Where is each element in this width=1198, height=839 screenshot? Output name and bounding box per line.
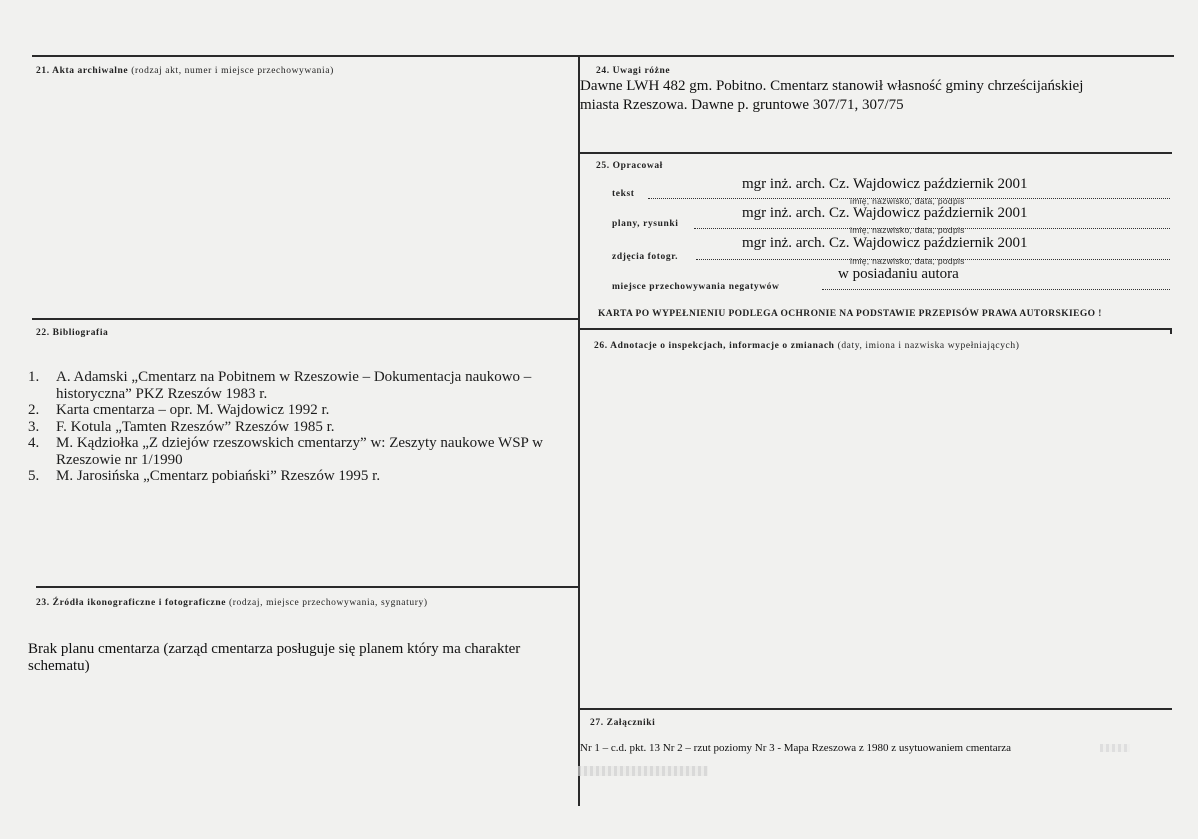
section-23-title: 23. Źródła ikonograficzne i fotograficzne <box>36 598 227 608</box>
bibliography-item: 3. F. Kotula „Tamten Rzeszów” Rzeszów 1985 r. <box>28 418 335 435</box>
bibliography-item: 4. M. Kądziołka „Z dziejów rzeszowskich cmentarzy” w: Zeszyty naukowe WSP w Rzeszowie nr 1/1990 <box>28 435 543 468</box>
attachments-text: Nr 1 – c.d. pkt. 13 Nr 2 – rzut poziomy Nr 3 - Mapa Rzeszowa z 1980 z usytuowaniem cmentarza <box>580 742 1012 754</box>
divider-26-27 <box>579 708 1172 710</box>
section-23-note: (rodzaj, miejsce przechowywania, sygnatury) <box>229 598 428 608</box>
scan-smudge <box>1100 744 1130 752</box>
negatives-label: miejsce przechowywania negatywów <box>612 282 780 292</box>
section-24-label: 24. Uwagi różne <box>596 66 671 76</box>
negatives-value: w posiadaniu autora <box>838 266 959 282</box>
author-photos-label: zdjęcia fotogr. <box>612 252 679 262</box>
copyright-notice: KARTA PO WYPEŁNIENIU PODLEGA OCHRONIE NA PODSTAWIE PRZEPISÓW PRAWA AUTORSKIEGO ! <box>598 309 1102 319</box>
section-24-line-2: miasta Rzeszowa. Dawne p. gruntowe 307/71, 307/75 <box>580 97 904 113</box>
author-photos-hint: imię, nazwisko, data, podpis <box>850 256 965 266</box>
divider-22-23 <box>36 586 579 588</box>
bibliography-list <box>28 369 588 485</box>
section-22-label: 22. Bibliografia <box>36 328 109 338</box>
tick-26 <box>1170 328 1172 334</box>
top-rule <box>32 55 1174 57</box>
divider-21-22 <box>32 318 579 320</box>
author-plans-hint: imię, nazwisko, data, podpis <box>850 225 965 235</box>
divider-24-25 <box>579 152 1172 154</box>
author-photos-value: mgr inż. arch. Cz. Wajdowicz październik 2001 <box>742 235 1028 251</box>
section-25-label: 25. Opracował <box>596 161 663 171</box>
section-26-title: 26. Adnotacje o inspekcjach, informacje o zmianach <box>594 341 835 351</box>
bibliography-item: 2. Karta cmentarza – opr. M. Wajdowicz 1992 r. <box>28 402 330 418</box>
bibliography-item: 1. A. Adamski „Cmentarz na Pobitnem w Rzeszowie – Dokumentacja naukowo – historyczna” PKZ Rzeszów 1983 r. <box>28 369 532 402</box>
author-plans-value: mgr inż. arch. Cz. Wajdowicz październik 2001 <box>742 205 1028 221</box>
author-text-value: mgr inż. arch. Cz. Wajdowicz październik 2001 <box>742 176 1028 192</box>
scan-smudge <box>578 766 708 776</box>
author-text-label: tekst <box>612 189 635 199</box>
section-21-title: 21. Akta archiwalne <box>36 66 129 76</box>
section-24-line-1: Dawne LWH 482 gm. Pobitno. Cmentarz stanowił własność gminy chrześcijańskiej <box>580 78 1084 94</box>
section-23-text: Brak planu cmentarza (zarząd cmentarza posługuje się planem który ma charakter schematu) <box>28 641 521 674</box>
author-plans-label: plany, rysunki <box>612 219 679 229</box>
section-26-label <box>594 341 1020 351</box>
negatives-line <box>822 289 1170 290</box>
divider-25-26 <box>579 328 1172 330</box>
section-26-note: (daty, imiona i nazwiska wypełniających) <box>837 341 1020 351</box>
section-21-label <box>36 66 334 76</box>
author-text-hint: imię, nazwisko, data, podpis <box>850 196 965 206</box>
section-23-label <box>36 598 428 608</box>
section-27-label: 27. Załączniki <box>590 718 656 728</box>
section-21-note: (rodzaj akt, numer i miejsce przechowywania) <box>131 66 334 76</box>
bibliography-item: 5. M. Jarosińska „Cmentarz pobiański” Rzeszów 1995 r. <box>28 468 381 484</box>
